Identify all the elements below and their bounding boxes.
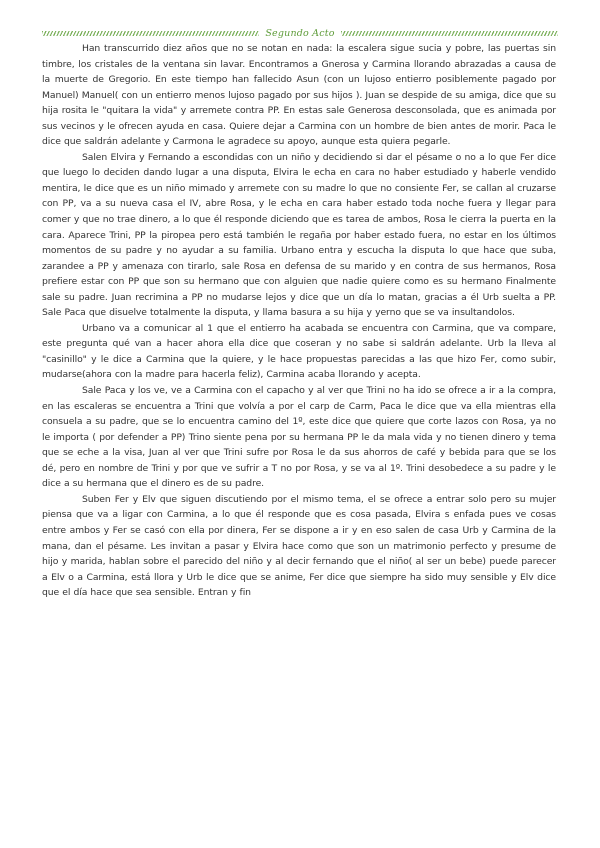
page-header	[42, 27, 558, 39]
document-body	[42, 41, 556, 601]
header-rule-right	[341, 31, 558, 36]
paragraph-2: Salen Elvira y Fernando a escondidas con un niño y decidiendo si dar el pésame o no a lo que Fer dice que luego lo deciden dando lugar a una disputa, Elvira le echa en cara no haber estudiado y haberle vendido mentira, le dice que es un niño mimado y arremete con su madre lo que no consiente Fer, se callan al cruzarse con PP, va a su nueva casa el IV, abre Rosa, y le echa en cara haber estado toda noche fuera y llegar para comer y que no trae dinero, a lo que él responde diciendo que es tarea de ambos, Rosa le cierra la puerta en la cara. Aparece Trini, PP la piropea pero está también le regaña por haber estado fuera, no estar en los últimos momentos de su padre y no ayudar a su familia. Urbano entra y escucha la disputa lo que hace que suba, zarandee a PP y amenaza con tirarlo, sale Rosa en defensa de su marido y en contra de sus hermanos, Rosa prefiere estar con PP que son su hermano que con alguien que nadie quiere como es su hermano Finalmente sale su padre. Juan recrimina a PP no mudarse lejos y dice que un día lo matan, gracias a él Urb suelta a PP. Sale Paca que disuelve totalmente la disputa, y llama basura a su hija y yerno que se va insultandolos.	[42, 151, 556, 319]
paragraph-4: Sale Paca y los ve, ve a Carmina con el capacho y al ver que Trini no ha ido se ofrece a ir a la compra, en las escaleras se encuentra a Trini que volvía a por el carp de Carm, Paca le dice que va ella mientras ella consuela a su padre, que se lo encuentra camino del 1º, este dice que quiere que corte lazos con Rosa, ya no le importa ( por defender a PP) Trino siente pena por su hermana PP le da mala vida y no tienen dinero y tema que se eche a la visa, Juan al ver que Trini sufre por Rosa le da sus ahorros de café y bebida para que se los dé, pero en nombre de Trini y por que ve sufrir a T no por Rosa, y se va al 1º. Trini desobedece a su padre y le dice a su hermana que el dinero es de su padre.	[42, 385, 556, 490]
paragraph-5: Suben Fer y Elv que siguen discutiendo por el mismo tema, el se ofrece a entrar solo pero su mujer piensa que va a ligar con Carmina, a lo que él responde que es cosa pasada, Elvira s enfada pues ve cosas entre ambos y Fer se casó con ella por dinera, Fer se dispone a ir y en eso salen de casa Urb y Carmina de la mana, dan el pésame. Les invitan a pasar y Elvira hace como que son un matrimonio perfecto y presume de hijo y marida, hablan sobre el parecido del niño y al decir fernando que el niño( al ser un bebe) puede parecer a Elv o a Carmina, está llora y Urb le dice que se anime, Fer dice que siempre ha sido muy sensible y Elv dice que el día hace que sea sensible. Entran y fin	[42, 493, 556, 599]
header-title: Segundo Acto	[265, 27, 335, 39]
paragraph-3: Urbano va a comunicar al 1 que el entierro ha acabada se encuentra con Carmina, que va compare, este pregunta qué van a hacer ahora ella dice que coseran y no sabe si saldrán adelante. Urb la lleva al "casinillo" y le dice a Carmina que la quiere, y le hace propuestas parecidas a las que hizo Fer, como subir, mudarse(ahora con la madre para hacerla feliz), Carmina acaba llorando y acepta.	[42, 322, 556, 381]
header-rule-left	[42, 31, 259, 36]
paragraph-1: Han transcurrido diez años que no se notan en nada: la escalera sigue sucia y pobre, las puertas sin timbre, los cristales de la ventana sin lavar. Encontramos a Gnerosa y Carmina llorando abrazadas a causa de la muerte de Gregorio. En este tiempo han fallecido Asun (con un lujoso entierro posiblemente pagado por Manuel) Manuel( con un entierro menos lujoso pagado por sus hijos ). Juan se despide de su amiga, dice que su hija rosita le "quitara la vida" y arremete contra PP. En estas sale Generosa desconsolada, que es animada por sus vecinos y le ofrecen ayuda en casa. Quiere dejar a Carmina con un hombre de bien antes de morir. Paca le dice que saldrán adelante y Carmona le agradece su apoyo, aunque esta quiera pegarle.	[42, 43, 556, 148]
